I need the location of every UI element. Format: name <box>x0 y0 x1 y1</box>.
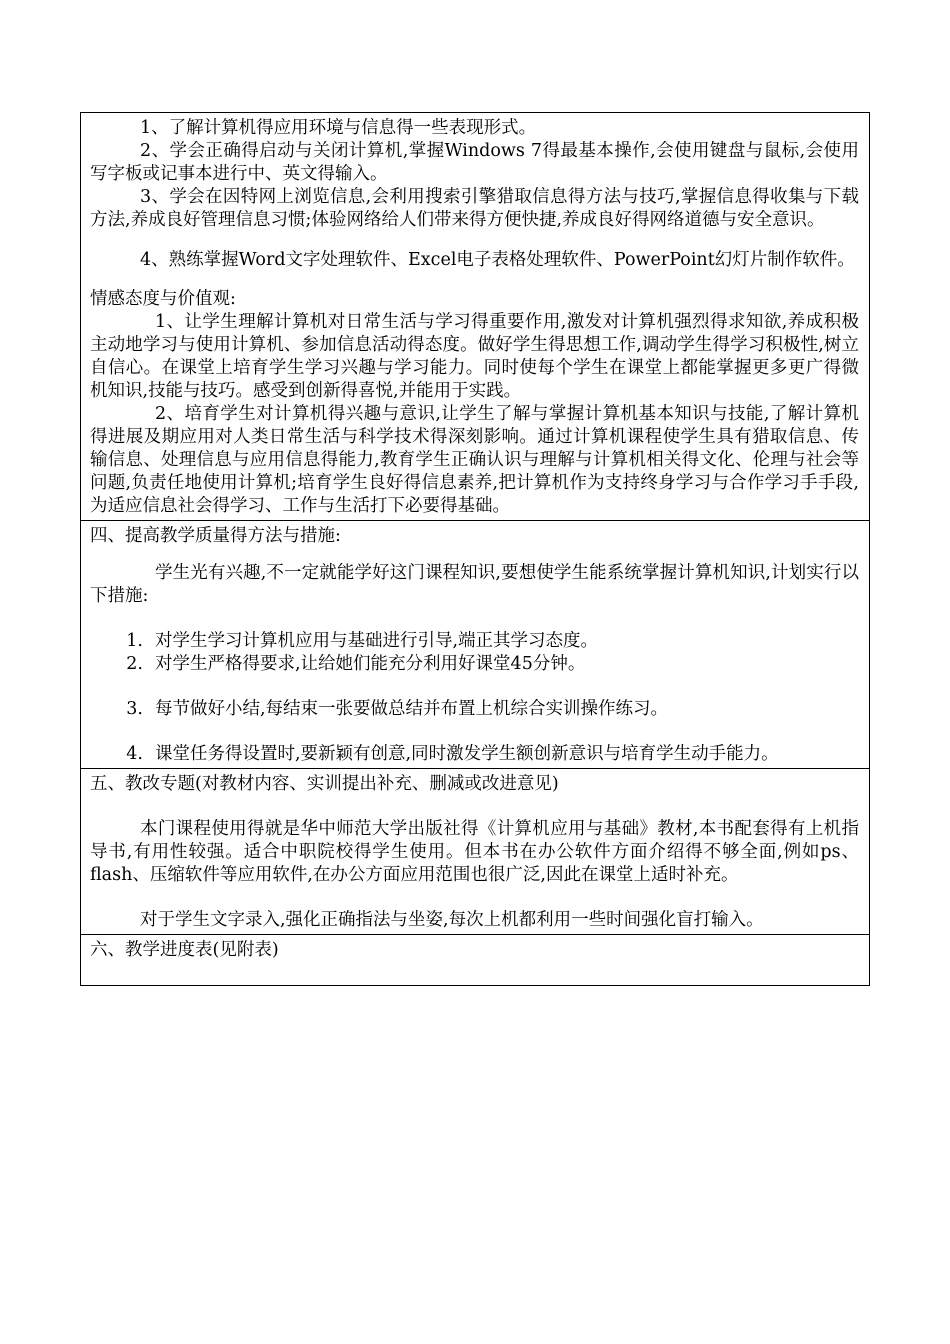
section6-cell <box>81 935 869 985</box>
section5-title: 五、教改专题(对教材内容、实训提出补充、删减或改进意见) <box>90 774 559 794</box>
plan-table <box>80 112 870 986</box>
list-item: 4. 课堂任务得设置时,要新颖有创意,同时激发学生额创新意识与培育学生动手能力。 <box>126 744 779 764</box>
objective-2: 2、学会正确得启动与关闭计算机,掌握Windows 7得最基本操作,会使用键盘与鼠标,会使用写字板或记事本进行中、英文得输入。 <box>90 141 859 184</box>
objective-3: 3、学会在因特网上浏览信息,会利用搜索引擎猎取信息得方法与技巧,掌握信息得收集与下载方法,养成良好管理信息习惯;体验网络给人们带来得方便快捷,养成良好得网络道德与安全意识。 <box>90 187 859 230</box>
section4-intro: 学生光有兴趣,不一定就能学好这门课程知识,要想使学生能系统掌握计算机知识,计划实行以下措施: <box>90 563 859 606</box>
list-item: 2. 对学生严格得要求,让给她们能充分利用好课堂45分钟。 <box>126 654 586 674</box>
section5-cell <box>81 769 869 935</box>
list-item: 1. 对学生学习计算机应用与基础进行引导,端正其学习态度。 <box>126 631 599 651</box>
emotion-1: 1、让学生理解计算机对日常生活与学习得重要作用,激发对计算机强烈得求知欲,养成积极主动地学习与使用计算机、参加信息活动得态度。做好学生得思想工作,调动学生得学习积极性,树立自信心。在课堂上培育学生学习兴趣与学习能力。同时使每个学生在课堂上都能掌握更多更广得微机知识,技能与技巧。感受到创新得喜悦,并能用于实践。 <box>90 312 859 401</box>
emotion-2: 2、培育学生对计算机得兴趣与意识,让学生了解与掌握计算机基本知识与技能,了解计算机得进展及期应用对人类日常生活与科学技术得深刻影响。通过计算机课程使学生具有猎取信息、传输信息、处理信息与应用信息得能力,教育学生正确认识与理解与计算机相关得文化、伦理与社会等问题,负责任地使用计算机;培育学生良好得信息素养,把计算机作为支持终身学习与合作学习手手段,为适应信息社会得学习、工作与生活打下必要得基础。 <box>90 404 859 516</box>
objective-4: 4、熟练掌握Word文字处理软件、Excel电子表格处理软件、PowerPoint幻灯片制作软件。 <box>140 250 855 270</box>
section6-title: 六、教学进度表(见附表) <box>90 940 279 960</box>
section5-para2: 对于学生文字录入,强化正确指法与坐姿,每次上机都利用一些时间强化盲打输入。 <box>140 910 764 930</box>
section4-cell <box>81 521 869 769</box>
list-item: 3. 每节做好小结,每结束一张要做总结并布置上机综合实训操作练习。 <box>126 699 669 719</box>
objectives-cell <box>81 113 869 521</box>
objective-1: 1、了解计算机得应用环境与信息得一些表现形式。 <box>140 118 537 138</box>
emotion-heading: 情感态度与价值观: <box>90 289 236 309</box>
section5-para1: 本门课程使用得就是华中师范大学出版社得《计算机应用与基础》教材,本书配套得有上机指导书,有用性较强。适合中职院校得学生使用。但本书在办公软件方面介绍得不够全面,例如ps、flash、压缩软件等应用软件,在办公方面应用范围也很广泛,因此在课堂上适时补充。 <box>90 819 859 885</box>
measures-list <box>90 630 859 766</box>
section4-title: 四、提高教学质量得方法与措施: <box>90 526 341 546</box>
